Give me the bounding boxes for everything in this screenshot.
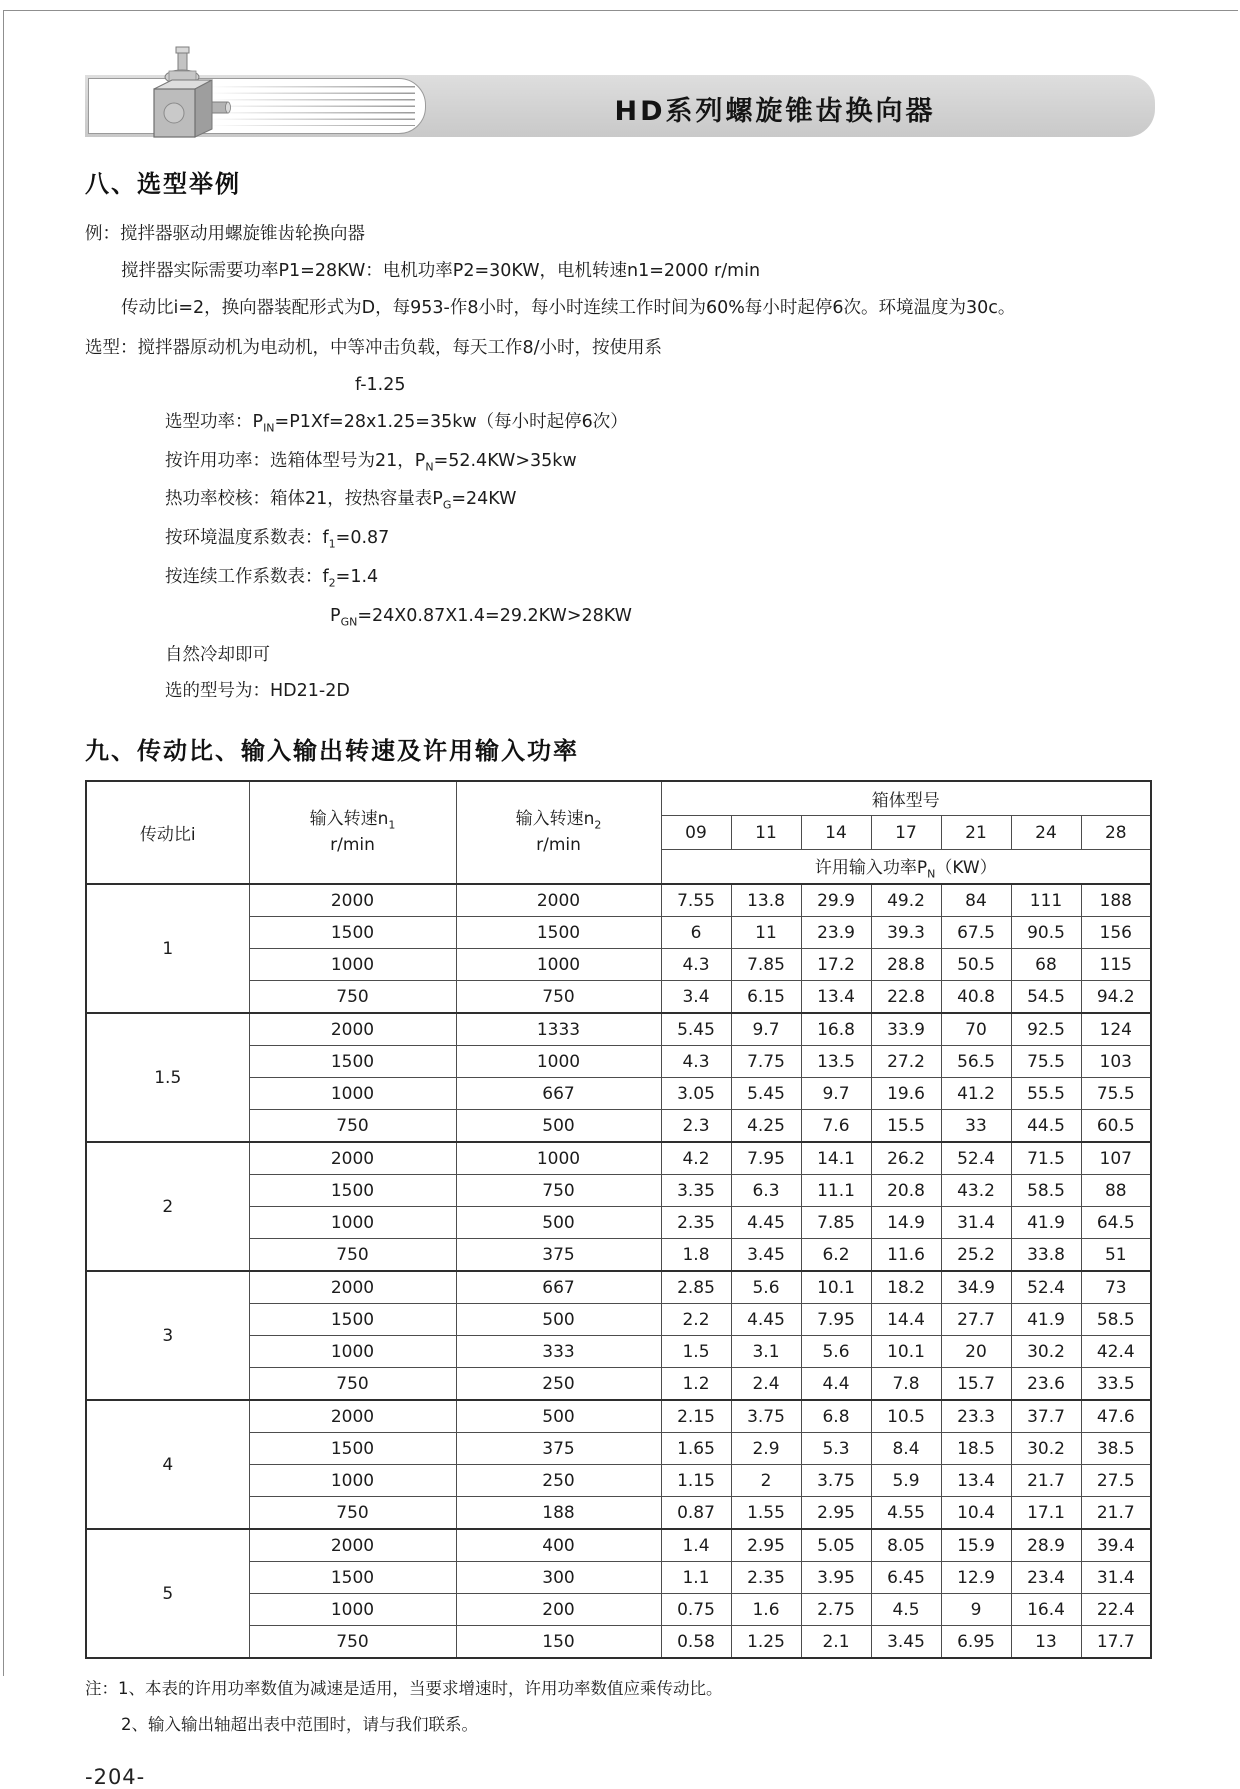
power-cell: 18.5	[941, 1433, 1011, 1465]
power-cell: 0.58	[661, 1626, 731, 1659]
n1-cell: 1000	[249, 1594, 456, 1626]
power-cell: 2	[731, 1465, 801, 1497]
power-cell: 47.6	[1081, 1400, 1151, 1433]
power-cell: 41.9	[1011, 1304, 1081, 1336]
power-cell: 4.4	[801, 1368, 871, 1401]
power-cell: 5.3	[801, 1433, 871, 1465]
power-cell: 115	[1081, 949, 1151, 981]
power-cell: 43.2	[941, 1175, 1011, 1207]
power-cell: 6.3	[731, 1175, 801, 1207]
n2-cell: 375	[456, 1239, 661, 1272]
power-cell: 54.5	[1011, 981, 1081, 1014]
ratio-cell: 4	[86, 1400, 249, 1529]
n1-cell: 1500	[249, 1562, 456, 1594]
power-cell: 4.55	[871, 1497, 941, 1530]
power-cell: 13.4	[941, 1465, 1011, 1497]
n2-cell: 500	[456, 1207, 661, 1239]
power-cell: 2.95	[801, 1497, 871, 1530]
n1-cell: 1000	[249, 1465, 456, 1497]
power-cell: 1.15	[661, 1465, 731, 1497]
power-cell: 39.4	[1081, 1529, 1151, 1562]
page-number: -204-	[85, 1765, 146, 1789]
power-cell: 23.3	[941, 1400, 1011, 1433]
ratio-cell: 5	[86, 1529, 249, 1658]
power-cell: 41.9	[1011, 1207, 1081, 1239]
ratio-cell: 1	[86, 884, 249, 1013]
power-cell: 44.5	[1011, 1110, 1081, 1143]
power-cell: 68	[1011, 949, 1081, 981]
power-cell: 7.55	[661, 884, 731, 917]
power-cell: 15.7	[941, 1368, 1011, 1401]
power-cell: 33.9	[871, 1013, 941, 1046]
power-cell: 7.8	[871, 1368, 941, 1401]
power-cell: 13.5	[801, 1046, 871, 1078]
power-cell: 1.65	[661, 1433, 731, 1465]
power-cell: 27.5	[1081, 1465, 1151, 1497]
n2-cell: 200	[456, 1594, 661, 1626]
power-cell: 58.5	[1011, 1175, 1081, 1207]
section9-heading: 九、传动比、输入输出转速及许用输入功率	[85, 737, 579, 766]
power-cell: 17.2	[801, 949, 871, 981]
power-cell: 17.7	[1081, 1626, 1151, 1659]
n1-cell: 750	[249, 1110, 456, 1143]
n1-cell: 2000	[249, 1142, 456, 1175]
n1-cell: 1000	[249, 1336, 456, 1368]
power-cell: 10.4	[941, 1497, 1011, 1530]
power-cell: 7.75	[731, 1046, 801, 1078]
n2-cell: 750	[456, 981, 661, 1014]
power-cell: 10.1	[871, 1336, 941, 1368]
power-cell: 28.8	[871, 949, 941, 981]
power-cell: 1.8	[661, 1239, 731, 1272]
power-cell: 33.8	[1011, 1239, 1081, 1272]
n1-cell: 1500	[249, 1433, 456, 1465]
n1-cell: 750	[249, 981, 456, 1014]
input-speed-n2-header: 输入转速$n_2$ r/min	[456, 781, 661, 884]
power-cell: 16.8	[801, 1013, 871, 1046]
power-cell: 2.1	[801, 1626, 871, 1659]
power-cell: 42.4	[1081, 1336, 1151, 1368]
power-cell: 25.2	[941, 1239, 1011, 1272]
power-cell: 39.3	[871, 917, 941, 949]
power-cell: 2.95	[731, 1529, 801, 1562]
power-cell: 94.2	[1081, 981, 1151, 1014]
power-cell: 14.9	[871, 1207, 941, 1239]
power-cell: 8.4	[871, 1433, 941, 1465]
power-cell: 14.1	[801, 1142, 871, 1175]
power-cell: 12.9	[941, 1562, 1011, 1594]
n1-cell: 1500	[249, 1175, 456, 1207]
selection-line: 按环境温度系数表：$f_1=0.87$	[165, 528, 390, 551]
power-cell: 4.45	[731, 1207, 801, 1239]
section8-heading: 八、选型举例	[85, 170, 241, 198]
selection-line: 选型：搅拌器原动机为电动机，中等冲击负载，每天工作8/小时，按使用系	[85, 338, 663, 359]
n2-cell: 750	[456, 1175, 661, 1207]
power-cell: 10.1	[801, 1271, 871, 1304]
selection-line: f-1.25	[355, 375, 406, 395]
power-cell: 31.4	[1081, 1562, 1151, 1594]
power-cell: 2.9	[731, 1433, 801, 1465]
power-cell: 1.5	[661, 1336, 731, 1368]
power-cell: 3.45	[871, 1626, 941, 1659]
n1-cell: 750	[249, 1626, 456, 1659]
power-cell: 156	[1081, 917, 1151, 949]
n2-cell: 500	[456, 1304, 661, 1336]
power-cell: 37.7	[1011, 1400, 1081, 1433]
page-title: HD系列螺旋锥齿换向器	[614, 96, 936, 127]
n2-cell: 250	[456, 1465, 661, 1497]
power-cell: 29.9	[801, 884, 871, 917]
power-cell: 2.2	[661, 1304, 731, 1336]
power-cell: 9.7	[801, 1078, 871, 1110]
box-model-header: 21	[941, 816, 1011, 850]
selection-line: 选型功率：$P_{IN}=P1Xf=28x1.25=35kw$（每小时起停6次）	[165, 411, 628, 435]
power-cell: 88	[1081, 1175, 1151, 1207]
ratio-cell: 1.5	[86, 1013, 249, 1142]
table-row	[86, 1013, 1151, 1046]
power-cell: 90.5	[1011, 917, 1081, 949]
selection-line: 自然冷却即可	[165, 644, 270, 665]
allowed-input-power-header: 许用输入功率$P_N(KW)$	[661, 850, 1151, 885]
ratio-column-header: 传动比i	[86, 781, 249, 884]
n1-cell: 1000	[249, 1078, 456, 1110]
power-cell: 4.3	[661, 1046, 731, 1078]
power-cell: 124	[1081, 1013, 1151, 1046]
n1-cell: 1000	[249, 1207, 456, 1239]
n2-cell: 500	[456, 1400, 661, 1433]
power-cell: 107	[1081, 1142, 1151, 1175]
power-cell: 70	[941, 1013, 1011, 1046]
power-cell: 52.4	[1011, 1271, 1081, 1304]
n1-cell: 2000	[249, 1271, 456, 1304]
power-cell: 111	[1011, 884, 1081, 917]
power-cell: 13.8	[731, 884, 801, 917]
power-cell: 31.4	[941, 1207, 1011, 1239]
power-cell: 30.2	[1011, 1433, 1081, 1465]
power-cell: 7.85	[801, 1207, 871, 1239]
power-cell: 64.5	[1081, 1207, 1151, 1239]
n1-cell: 2000	[249, 1400, 456, 1433]
n1-cell: 1500	[249, 1046, 456, 1078]
power-cell: 27.7	[941, 1304, 1011, 1336]
power-cell: 7.6	[801, 1110, 871, 1143]
n2-cell: 1333	[456, 1013, 661, 1046]
power-cell: 18.2	[871, 1271, 941, 1304]
selection-line: 热功率校核：箱体21，按热容量表$P_G=24KW$	[165, 489, 517, 512]
power-cell: 1.1	[661, 1562, 731, 1594]
power-cell: 3.75	[731, 1400, 801, 1433]
power-cell: 41.2	[941, 1078, 1011, 1110]
power-cell: 2.35	[661, 1207, 731, 1239]
n2-cell: 500	[456, 1110, 661, 1143]
power-cell: 5.6	[801, 1336, 871, 1368]
power-cell: 26.2	[871, 1142, 941, 1175]
selection-example-block	[85, 223, 1155, 319]
power-cell: 6	[661, 917, 731, 949]
n2-cell: 375	[456, 1433, 661, 1465]
power-cell: 20.8	[871, 1175, 941, 1207]
power-cell: 2.35	[731, 1562, 801, 1594]
power-cell: 11.6	[871, 1239, 941, 1272]
power-cell: 40.8	[941, 981, 1011, 1014]
power-cell: 3.75	[801, 1465, 871, 1497]
box-model-header: 09	[661, 816, 731, 850]
power-cell: 2.85	[661, 1271, 731, 1304]
power-cell: 55.5	[1011, 1078, 1081, 1110]
power-cell: 92.5	[1011, 1013, 1081, 1046]
table-row	[86, 1271, 1151, 1304]
power-cell: 34.9	[941, 1271, 1011, 1304]
power-cell: 22.8	[871, 981, 941, 1014]
power-cell: 11	[731, 917, 801, 949]
power-cell: 21.7	[1081, 1497, 1151, 1530]
power-cell: 71.5	[1011, 1142, 1081, 1175]
n1-cell: 2000	[249, 1529, 456, 1562]
n2-cell: 667	[456, 1271, 661, 1304]
power-cell: 23.4	[1011, 1562, 1081, 1594]
power-cell: 4.5	[871, 1594, 941, 1626]
power-cell: 2.4	[731, 1368, 801, 1401]
n2-cell: 150	[456, 1626, 661, 1659]
power-cell: 13	[1011, 1626, 1081, 1659]
power-cell: 2.3	[661, 1110, 731, 1143]
ratio-power-table	[85, 780, 1152, 1659]
power-cell: 5.45	[731, 1078, 801, 1110]
table-notes	[85, 1675, 1155, 1735]
power-cell: 6.15	[731, 981, 801, 1014]
power-cell: 13.4	[801, 981, 871, 1014]
power-cell: 52.4	[941, 1142, 1011, 1175]
power-cell: 0.75	[661, 1594, 731, 1626]
power-cell: 75.5	[1011, 1046, 1081, 1078]
n1-cell: 1000	[249, 949, 456, 981]
power-cell: 5.6	[731, 1271, 801, 1304]
power-cell: 10.5	[871, 1400, 941, 1433]
n1-cell: 2000	[249, 1013, 456, 1046]
power-cell: 6.95	[941, 1626, 1011, 1659]
box-model-header: 14	[801, 816, 871, 850]
power-cell: 67.5	[941, 917, 1011, 949]
selection-line: 按连续工作系数表：$f_2=1.4$	[165, 566, 379, 590]
banner-stripes	[209, 86, 415, 126]
power-cell: 2.15	[661, 1400, 731, 1433]
n2-cell: 300	[456, 1562, 661, 1594]
input-speed-n1-header: 输入转速$n_1$ r/min	[249, 781, 456, 884]
power-cell: 3.1	[731, 1336, 801, 1368]
power-cell: 38.5	[1081, 1433, 1151, 1465]
n2-cell: 333	[456, 1336, 661, 1368]
box-model-header: 24	[1011, 816, 1081, 850]
power-cell: 3.4	[661, 981, 731, 1014]
power-cell: 7.95	[801, 1304, 871, 1336]
n2-cell: 2000	[456, 884, 661, 917]
n2-cell: 400	[456, 1529, 661, 1562]
power-cell: 23.9	[801, 917, 871, 949]
n2-cell: 1000	[456, 949, 661, 981]
power-cell: 7.85	[731, 949, 801, 981]
power-cell: 75.5	[1081, 1078, 1151, 1110]
power-cell: 22.4	[1081, 1594, 1151, 1626]
power-cell: 21.7	[1011, 1465, 1081, 1497]
power-cell: 6.2	[801, 1239, 871, 1272]
power-cell: 4.3	[661, 949, 731, 981]
power-cell: 16.4	[1011, 1594, 1081, 1626]
n1-cell: 1500	[249, 1304, 456, 1336]
power-cell: 9.7	[731, 1013, 801, 1046]
table-row	[86, 1400, 1151, 1433]
power-cell: 1.6	[731, 1594, 801, 1626]
power-cell: 1.4	[661, 1529, 731, 1562]
power-cell: 11.1	[801, 1175, 871, 1207]
power-cell: 60.5	[1081, 1110, 1151, 1143]
header-banner	[85, 75, 1155, 137]
table-row	[86, 884, 1151, 917]
power-cell: 2.75	[801, 1594, 871, 1626]
power-cell: 19.6	[871, 1078, 941, 1110]
power-cell: 6.45	[871, 1562, 941, 1594]
selection-line: 传动比i=2，换向器装配形式为D，每953-作8小时，每小时连续工作时间为60%每小时起停6次。环境温度为30c。	[121, 297, 1016, 318]
power-cell: 3.35	[661, 1175, 731, 1207]
power-cell: 103	[1081, 1046, 1151, 1078]
power-cell: 33	[941, 1110, 1011, 1143]
power-cell: 84	[941, 884, 1011, 917]
power-cell: 188	[1081, 884, 1151, 917]
power-cell: 33.5	[1081, 1368, 1151, 1401]
power-cell: 5.45	[661, 1013, 731, 1046]
power-cell: 30.2	[1011, 1336, 1081, 1368]
power-cell: 1.2	[661, 1368, 731, 1401]
selection-line: $P_{GN}=24X0.87X1.4=29.2KW>28KW$	[330, 605, 632, 629]
power-cell: 28.9	[1011, 1529, 1081, 1562]
power-cell: 0.87	[661, 1497, 731, 1530]
selection-line: 搅拌器实际需要功率P1=28KW：电机功率P2=30KW，电机转速n1=2000 r/min	[121, 260, 761, 281]
power-cell: 9	[941, 1594, 1011, 1626]
power-cell: 56.5	[941, 1046, 1011, 1078]
power-cell: 49.2	[871, 884, 941, 917]
power-cell: 1.25	[731, 1626, 801, 1659]
power-cell: 20	[941, 1336, 1011, 1368]
selection-line: 选的型号为：HD21-2D	[165, 681, 350, 702]
note-2: 2、输入输出轴超出表中范围时，请与我们联系。	[121, 1715, 478, 1735]
n2-cell: 667	[456, 1078, 661, 1110]
power-cell: 4.2	[661, 1142, 731, 1175]
n1-cell: 2000	[249, 884, 456, 917]
selection-line: 例：搅拌器驱动用螺旋锥齿轮换向器	[85, 224, 365, 244]
gearbox-image	[133, 47, 233, 159]
power-cell: 3.95	[801, 1562, 871, 1594]
power-cell: 51	[1081, 1239, 1151, 1272]
n2-cell: 250	[456, 1368, 661, 1401]
selection-steps-block	[85, 337, 1155, 703]
power-cell: 5.05	[801, 1529, 871, 1562]
ratio-cell: 3	[86, 1271, 249, 1400]
power-cell: 50.5	[941, 949, 1011, 981]
power-cell: 23.6	[1011, 1368, 1081, 1401]
note-1: 注：1、本表的许用功率数值为减速是适用，当要求增速时，许用功率数值应乘传动比。	[85, 1679, 723, 1699]
n1-cell: 750	[249, 1368, 456, 1401]
power-cell: 4.45	[731, 1304, 801, 1336]
power-cell: 6.8	[801, 1400, 871, 1433]
page-content	[85, 158, 1155, 1789]
n2-cell: 1500	[456, 917, 661, 949]
box-model-header: 11	[731, 816, 801, 850]
power-cell: 3.45	[731, 1239, 801, 1272]
ratio-cell: 2	[86, 1142, 249, 1271]
box-model-group-header: 箱体型号	[661, 781, 1151, 816]
table-row	[86, 1529, 1151, 1562]
power-cell: 15.9	[941, 1529, 1011, 1562]
power-cell: 5.9	[871, 1465, 941, 1497]
power-cell: 27.2	[871, 1046, 941, 1078]
power-cell: 7.95	[731, 1142, 801, 1175]
power-cell: 15.5	[871, 1110, 941, 1143]
power-cell: 1.55	[731, 1497, 801, 1530]
n2-cell: 188	[456, 1497, 661, 1530]
selection-line: 按许用功率：选箱体型号为21，$P_N=52.4KW>35kw$	[165, 450, 577, 474]
power-cell: 73	[1081, 1271, 1151, 1304]
n1-cell: 750	[249, 1497, 456, 1530]
n2-cell: 1000	[456, 1142, 661, 1175]
power-cell: 14.4	[871, 1304, 941, 1336]
n1-cell: 1500	[249, 917, 456, 949]
table-row	[86, 1142, 1151, 1175]
power-cell: 58.5	[1081, 1304, 1151, 1336]
power-cell: 17.1	[1011, 1497, 1081, 1530]
n1-cell: 750	[249, 1239, 456, 1272]
power-cell: 8.05	[871, 1529, 941, 1562]
n2-cell: 1000	[456, 1046, 661, 1078]
power-cell: 4.25	[731, 1110, 801, 1143]
box-model-header: 17	[871, 816, 941, 850]
power-cell: 3.05	[661, 1078, 731, 1110]
box-model-header: 28	[1081, 816, 1151, 850]
